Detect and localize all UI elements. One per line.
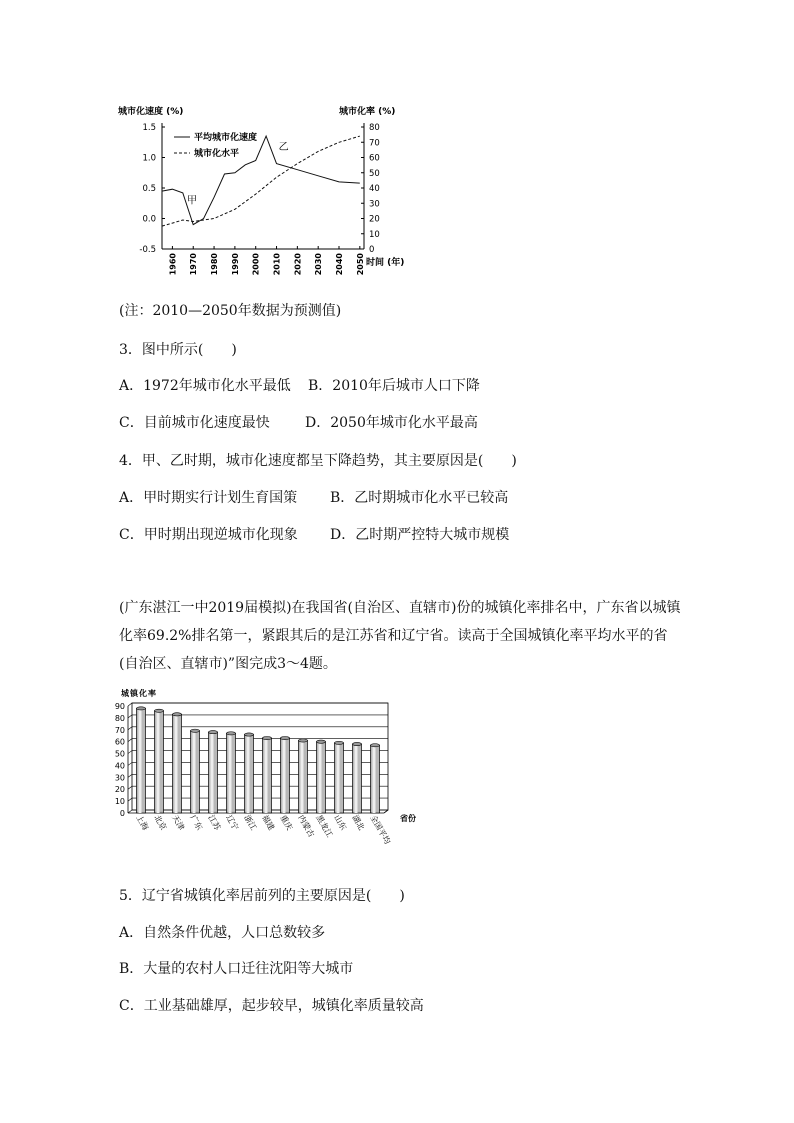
x-tick-label: 2030 [314,253,324,276]
question-3-stem: 3．图中所示( ) [119,342,237,358]
grid-depth-line [128,762,132,765]
bar-y-tick-label: 80 [114,713,125,723]
bar-highlight [283,738,286,813]
bar-highlight [175,714,178,813]
bar-top [155,709,164,712]
grid-depth-line [128,751,132,754]
y-left-axis-label: 城市化速度 (%) [118,107,184,117]
bar-highlight [229,733,232,813]
bar-top [317,740,326,743]
y-right-tick-label: 70 [369,138,380,149]
series-line [162,136,360,225]
bar-y-tick-label: 60 [114,737,125,747]
bar-y-tick-label: 30 [114,773,125,783]
grid-depth-line [128,739,132,742]
bar-category-label: 浙江 [242,813,259,832]
bar-x-axis-label: 省份 [400,814,416,823]
x-tick-label: 2010 [272,253,282,276]
legend-label: 城市化水平 [194,149,240,159]
x-tick-label: 1960 [168,253,178,276]
bar-top [263,737,272,740]
q5-option-a[interactable]: A．自然条件优越，人口总数较多 [119,925,326,941]
bar-y-axis-label: 城镇化率 [121,689,157,698]
bar-category-label: 江苏 [206,813,223,832]
grid-depth-line [128,786,132,789]
bar-category-label: 全国平均 [368,813,393,846]
q4-option-b[interactable]: B．乙时期城市化水平已较高 [330,490,509,506]
bar-y-tick-label: 70 [114,725,125,735]
bar-highlight [265,738,268,813]
bar-category-label: 辽宁 [224,813,241,832]
bar-top [371,744,380,747]
bar-y-tick-label: 40 [114,761,125,771]
bar-top [245,733,254,736]
line-chart-plot [139,123,379,275]
legend-label: 平均城市化速度 [194,133,258,143]
bar-category-label: 内蒙古 [296,813,317,839]
bar-category-label: 山东 [332,813,349,832]
q5-option-c[interactable]: C．工业基础雄厚，起步较早，城镇化率质量较高 [119,998,424,1014]
bar-top [281,737,290,740]
y-left-tick-label: 0.5 [142,184,156,194]
x-tick-label: 2040 [335,253,345,276]
q4-option-d[interactable]: D．乙时期严控特大城市规模 [330,527,510,543]
x-tick-label: 2020 [293,253,303,276]
bar-top [227,732,236,735]
bar-top [137,707,146,710]
y-right-tick-label: 50 [369,168,380,179]
x-tick-label: 1990 [230,253,240,276]
bar-highlight [247,735,250,813]
bar-category-label: 广东 [188,813,205,832]
chart-annotation: 乙 [278,142,289,154]
grid-depth-line [128,774,132,777]
plot-back-panel [132,703,388,810]
bar-category-label: 黑龙江 [314,813,335,839]
bar-top [299,739,308,742]
y-left-tick-label: -0.5 [139,245,156,255]
grid-depth-line [128,810,132,813]
x-tick-label: 2000 [251,253,261,276]
bar-category-label: 上海 [134,813,151,832]
x-tick-label: 1970 [189,253,199,276]
bar-highlight [157,711,160,813]
x-axis-label: 时间 (年) [366,258,405,268]
bar-chart-plot [115,702,393,846]
y-left-tick-label: 1.0 [142,153,156,164]
y-right-axis-label: 城市化率 (%) [339,107,396,117]
bar-y-tick-label: 20 [114,785,125,795]
chart-annotation: 甲 [186,195,197,207]
y-left-tick-label: 0.0 [142,214,156,225]
y-right-tick-label: 0 [369,245,375,255]
grid-depth-line [128,703,132,706]
bar-top [353,742,362,745]
bar-top [191,729,200,732]
x-tick-label: 2050 [355,253,365,276]
urbanization-bar-chart [0,686,794,866]
bar-highlight [139,708,142,813]
bar-highlight [319,742,322,813]
grid-depth-line [128,715,132,718]
series-line [162,136,360,226]
q4-option-a[interactable]: A．甲时期实行计划生育国策 [119,490,298,506]
y-right-tick-label: 40 [369,184,380,194]
y-right-tick-label: 60 [369,153,380,164]
bar-category-label: 重庆 [278,813,295,832]
chart-note: (注：2010—2050年数据为预测值) [119,303,342,319]
y-left-tick-label: 1.5 [142,123,156,133]
bar-y-tick-label: 50 [114,749,125,759]
bar-highlight [337,743,340,813]
y-right-tick-label: 20 [369,214,380,225]
bar-y-tick-label: 10 [114,797,125,807]
q3-option-b[interactable]: B．2010年后城市人口下降 [308,378,480,394]
bar-top [209,731,218,734]
bar-highlight [193,731,196,813]
x-tick-label: 1980 [210,253,220,276]
bar-category-label: 北京 [152,813,169,832]
q4-option-c[interactable]: C．甲时期出现逆城市化现象 [119,527,298,543]
y-right-tick-label: 80 [369,123,380,133]
bar-highlight [373,745,376,813]
bar-top [335,741,344,744]
y-right-tick-label: 10 [369,229,380,240]
bar-highlight [301,740,304,813]
bar-category-label: 福建 [260,813,277,832]
intro-paragraph: (广东湛江一中2019届模拟)在我国省(自治区、直辖市)份的城镇化率排名中，广东省以城镇化率69.2%排名第一，紧跟其后的是江苏省和辽宁省。读高于全国城镇化率平均水平的省(自治区、直辖市)”图完成3～4题。 [119,600,681,672]
q3-option-c[interactable]: C．目前城市化速度最快 [119,415,270,431]
grid-depth-line [128,798,132,801]
q5-option-b[interactable]: B．大量的农村人口迁往沈阳等大城市 [119,961,354,977]
urbanization-line-chart [0,100,794,380]
floor-edge [384,810,388,813]
bar-category-label: 天津 [170,813,187,832]
y-right-tick-label: 30 [369,199,380,210]
bar-y-tick-label: 90 [114,702,125,711]
q3-option-d[interactable]: D．2050年城市化水平最高 [305,415,478,431]
bar-category-label: 湖北 [350,813,367,832]
question-5-stem: 5．辽宁省城镇化率居前列的主要原因是( ) [119,888,405,904]
grid-depth-line [128,727,132,730]
bar-highlight [355,744,358,813]
bar-y-tick-label: 0 [119,809,125,818]
question-4-stem: 4．甲、乙时期，城市化速度都呈下降趋势，其主要原因是( ) [119,453,517,469]
bar-highlight [211,732,214,813]
q3-option-a[interactable]: A．1972年城市化水平最低 [119,378,291,394]
bar-top [173,713,182,716]
